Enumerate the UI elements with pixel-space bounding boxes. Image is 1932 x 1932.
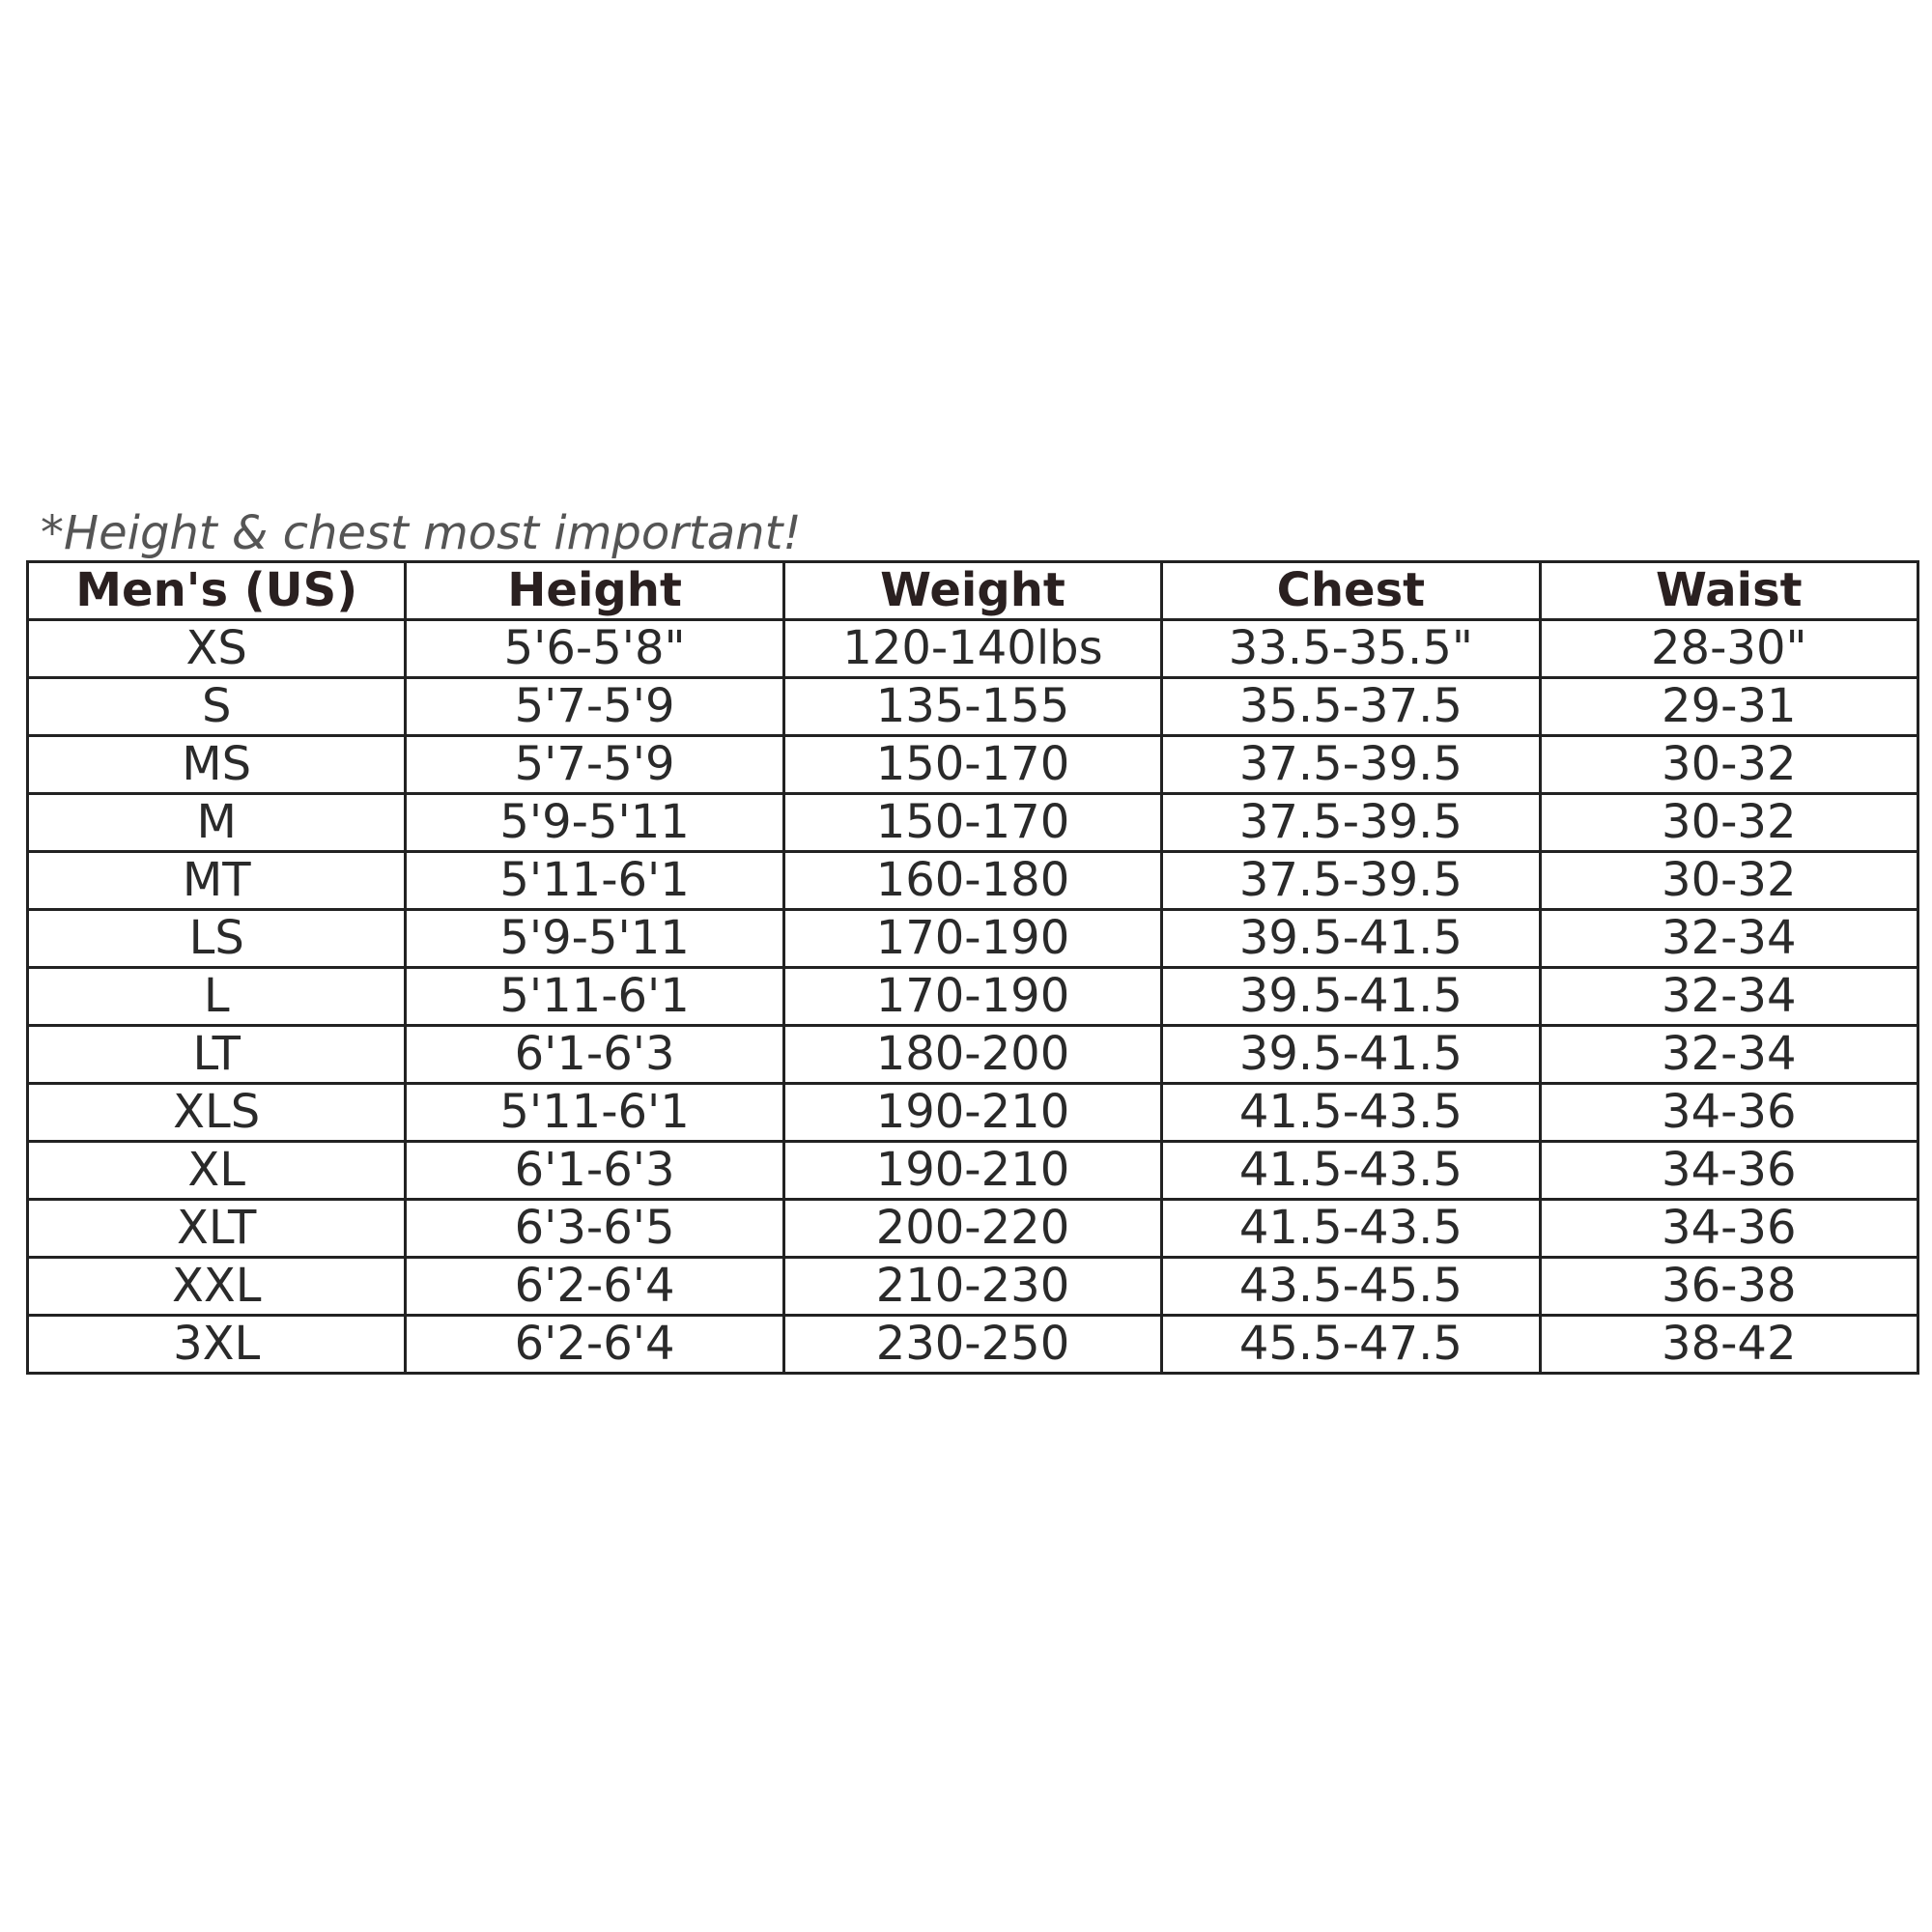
table-row xyxy=(28,852,1918,910)
cell-chest: 33.5-35.5" xyxy=(1162,620,1540,678)
header-height: Height xyxy=(406,562,783,620)
cell-height: 5'7-5'9 xyxy=(406,736,783,794)
cell-size: M xyxy=(28,794,406,852)
cell-height: 5'9-5'11 xyxy=(406,910,783,968)
cell-height: 5'6-5'8" xyxy=(406,620,783,678)
cell-chest: 45.5-47.5 xyxy=(1162,1316,1540,1374)
size-chart-table xyxy=(26,560,1919,1375)
cell-waist: 34-36 xyxy=(1540,1084,1918,1142)
table-row xyxy=(28,1026,1918,1084)
table-row xyxy=(28,794,1918,852)
cell-waist: 29-31 xyxy=(1540,678,1918,736)
cell-waist: 32-34 xyxy=(1540,1026,1918,1084)
cell-height: 6'3-6'5 xyxy=(406,1200,783,1258)
cell-weight: 135-155 xyxy=(783,678,1161,736)
table-row xyxy=(28,1258,1918,1316)
cell-chest: 37.5-39.5 xyxy=(1162,736,1540,794)
cell-size: XLS xyxy=(28,1084,406,1142)
cell-height: 6'1-6'3 xyxy=(406,1026,783,1084)
table-row xyxy=(28,620,1918,678)
cell-weight: 200-220 xyxy=(783,1200,1161,1258)
header-size: Men's (US) xyxy=(28,562,406,620)
cell-size: MS xyxy=(28,736,406,794)
cell-weight: 190-210 xyxy=(783,1084,1161,1142)
cell-waist: 34-36 xyxy=(1540,1200,1918,1258)
cell-waist: 30-32 xyxy=(1540,794,1918,852)
cell-weight: 230-250 xyxy=(783,1316,1161,1374)
table-row xyxy=(28,736,1918,794)
cell-waist: 36-38 xyxy=(1540,1258,1918,1316)
cell-size: XS xyxy=(28,620,406,678)
cell-size: XLT xyxy=(28,1200,406,1258)
header-row xyxy=(28,562,1918,620)
cell-waist: 30-32 xyxy=(1540,736,1918,794)
cell-waist: 32-34 xyxy=(1540,910,1918,968)
cell-chest: 43.5-45.5 xyxy=(1162,1258,1540,1316)
cell-weight: 170-190 xyxy=(783,910,1161,968)
cell-size: LT xyxy=(28,1026,406,1084)
cell-height: 5'11-6'1 xyxy=(406,968,783,1026)
cell-size: L xyxy=(28,968,406,1026)
cell-weight: 180-200 xyxy=(783,1026,1161,1084)
table-row xyxy=(28,968,1918,1026)
cell-size: 3XL xyxy=(28,1316,406,1374)
cell-waist: 32-34 xyxy=(1540,968,1918,1026)
cell-chest: 39.5-41.5 xyxy=(1162,910,1540,968)
cell-chest: 37.5-39.5 xyxy=(1162,794,1540,852)
cell-chest: 41.5-43.5 xyxy=(1162,1142,1540,1200)
table-row xyxy=(28,678,1918,736)
cell-weight: 190-210 xyxy=(783,1142,1161,1200)
cell-waist: 38-42 xyxy=(1540,1316,1918,1374)
table-row xyxy=(28,1316,1918,1374)
size-chart-note: *Height & chest most important! xyxy=(41,506,802,560)
header-chest: Chest xyxy=(1162,562,1540,620)
cell-size: S xyxy=(28,678,406,736)
cell-height: 5'7-5'9 xyxy=(406,678,783,736)
cell-height: 6'2-6'4 xyxy=(406,1258,783,1316)
cell-height: 5'9-5'11 xyxy=(406,794,783,852)
cell-size: LS xyxy=(28,910,406,968)
header-waist: Waist xyxy=(1540,562,1918,620)
table-body xyxy=(28,620,1918,1374)
cell-weight: 160-180 xyxy=(783,852,1161,910)
cell-size: XXL xyxy=(28,1258,406,1316)
table-row xyxy=(28,1084,1918,1142)
cell-weight: 150-170 xyxy=(783,794,1161,852)
cell-chest: 39.5-41.5 xyxy=(1162,1026,1540,1084)
cell-chest: 37.5-39.5 xyxy=(1162,852,1540,910)
cell-waist: 28-30" xyxy=(1540,620,1918,678)
cell-size: XL xyxy=(28,1142,406,1200)
cell-weight: 120-140lbs xyxy=(783,620,1161,678)
table-row xyxy=(28,1142,1918,1200)
cell-height: 5'11-6'1 xyxy=(406,852,783,910)
cell-waist: 30-32 xyxy=(1540,852,1918,910)
cell-waist: 34-36 xyxy=(1540,1142,1918,1200)
cell-chest: 35.5-37.5 xyxy=(1162,678,1540,736)
cell-height: 6'1-6'3 xyxy=(406,1142,783,1200)
cell-weight: 150-170 xyxy=(783,736,1161,794)
cell-weight: 210-230 xyxy=(783,1258,1161,1316)
cell-weight: 170-190 xyxy=(783,968,1161,1026)
header-weight: Weight xyxy=(783,562,1161,620)
cell-chest: 41.5-43.5 xyxy=(1162,1200,1540,1258)
table-row xyxy=(28,1200,1918,1258)
cell-size: MT xyxy=(28,852,406,910)
table-row xyxy=(28,910,1918,968)
cell-chest: 39.5-41.5 xyxy=(1162,968,1540,1026)
cell-chest: 41.5-43.5 xyxy=(1162,1084,1540,1142)
table-header xyxy=(28,562,1918,620)
cell-height: 6'2-6'4 xyxy=(406,1316,783,1374)
cell-height: 5'11-6'1 xyxy=(406,1084,783,1142)
